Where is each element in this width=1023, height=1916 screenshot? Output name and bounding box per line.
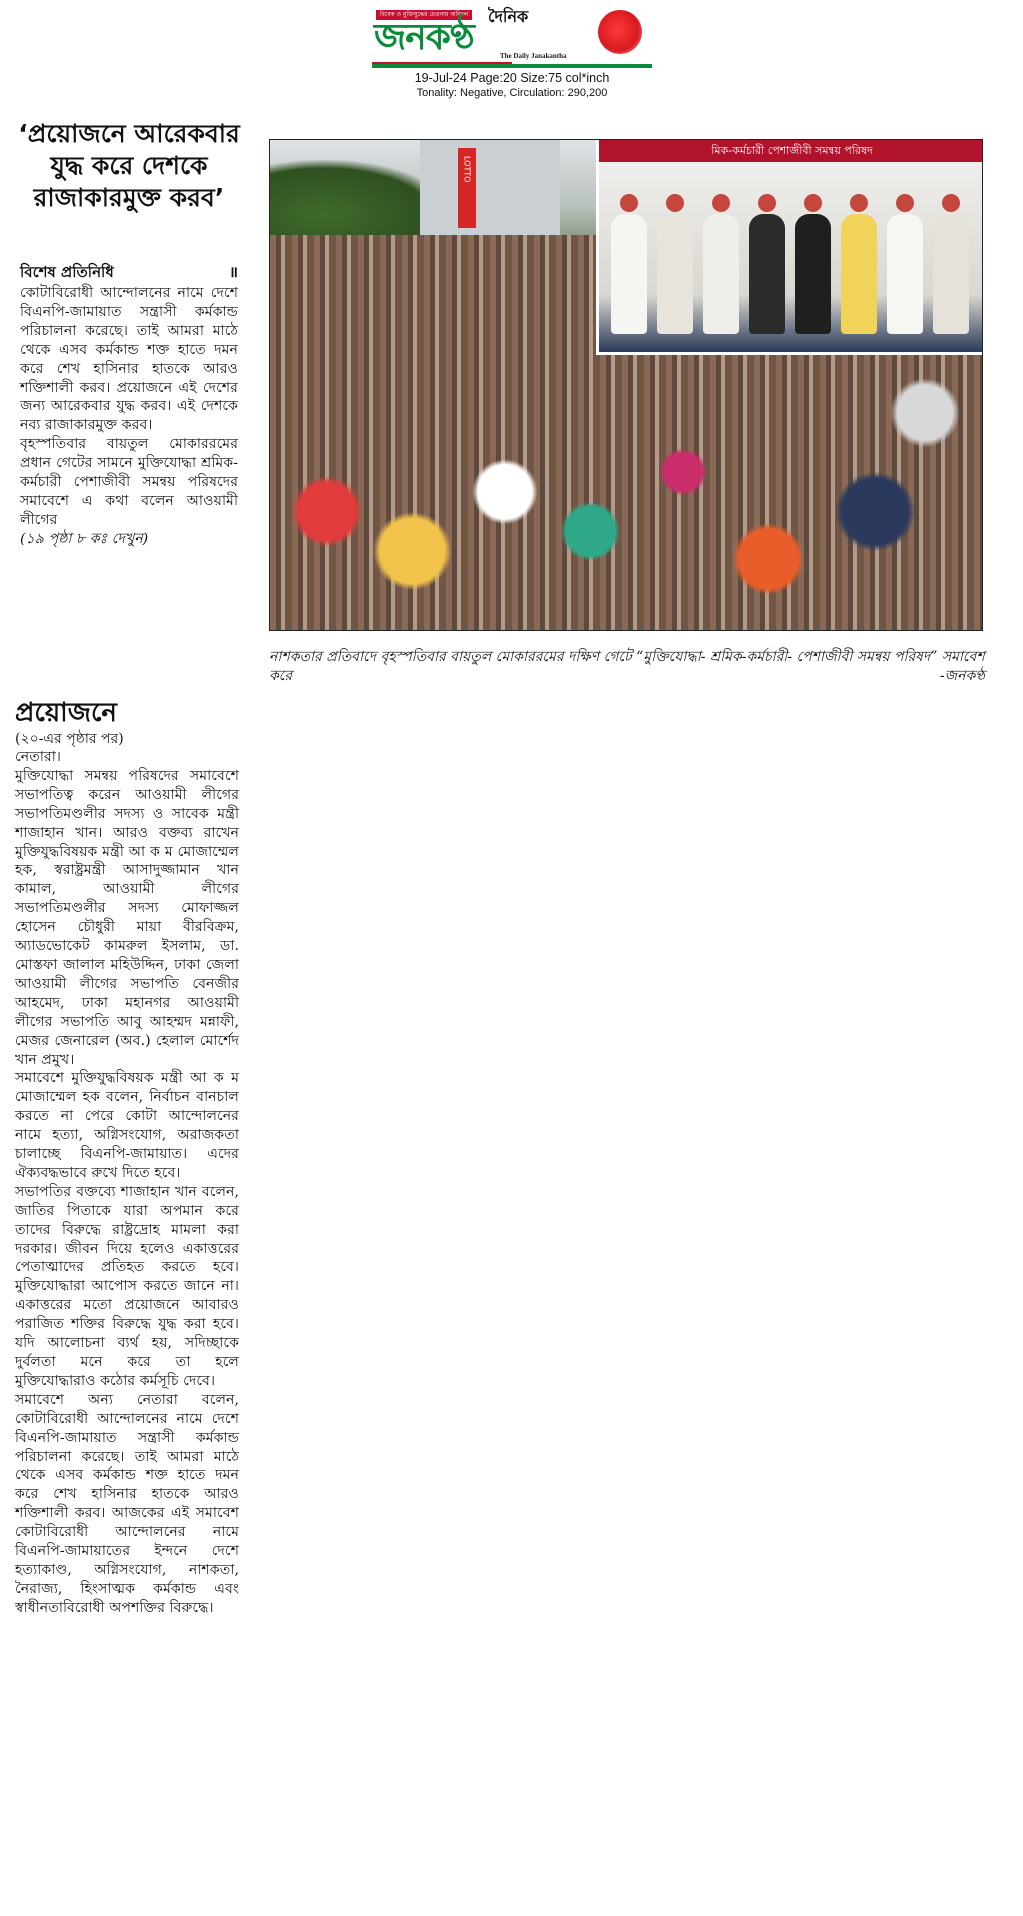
- rally-photo: [269, 139, 983, 631]
- photo-sign: [458, 148, 476, 228]
- lead-paragraph-2: বৃহস্পতিবার বায়তুল মোকাররমের প্রধান গেটের সামনে মুক্তিযোদ্ধা শ্রমিক-কর্মচারী পেশাজীবী সমন্বয় পরিষদের সমাবেশে এ কথা বলেন আওয়ামী লীগের: [20, 436, 238, 528]
- cont-paragraph-1: নেতারা।: [15, 749, 61, 765]
- masthead-tagline: বিবেক ও মুক্তিযুদ্ধের চেতনায় অবিচল: [376, 10, 472, 20]
- masthead-english-name: The Daily Janakantha: [500, 52, 567, 60]
- caption-text: নাশকতার প্রতিবাদে বৃহস্পতিবার বায়তুল মোকাররমের দক্ষিণ গেটে “মুক্তিযোদ্ধা- শ্রমিক-কর্মচারী- পেশাজীবী সমন্বয় পরিষদ” সমাবেশ করে: [269, 649, 985, 684]
- stage-person: [611, 214, 647, 334]
- masthead-daily-word: দৈনিক: [488, 7, 529, 26]
- clipping-meta: [372, 70, 652, 100]
- lead-paragraph-1: কোটাবিরোধী আন্দোলনের নামে দেশে বিএনপি-জামায়াত সন্ত্রাসী কর্মকান্ড পরিচালনা করেছে। তাই আমরা মাঠে থেকে এসব কর্মকান্ড শক্ত হাতে দমন করে শেখ হাসিনার হাতকে আরও শক্তিশালী করব। প্রয়োজনে এই দেশের জন্য আরেকবার যুদ্ধ করব। এই দেশকে নব্য রাজাকারমুক্ত করব।: [20, 285, 238, 434]
- byline: [20, 262, 238, 282]
- continuation-text: [15, 748, 239, 1618]
- stage-person: [841, 214, 877, 334]
- meta-date-page-size: 19-Jul-24 Page:20 Size:75 col*inch: [414, 71, 610, 85]
- meta-tonality-circulation: Tonality: Negative, Circulation: 290,200: [416, 87, 608, 99]
- article-headline: ‘প্রয়োজনে আরেকবার যুদ্ধ করে দেশকে রাজাকারমুক্ত করব’: [18, 119, 240, 212]
- stage-person: [933, 214, 969, 334]
- stage-person: [795, 214, 831, 334]
- byline-author: বিশেষ প্রতিনিধি: [20, 263, 114, 281]
- photo-sign-text: LOTTO: [462, 156, 472, 183]
- inset-stage-scene: [599, 162, 983, 352]
- cont-paragraph-3: সমাবেশে মুক্তিযুদ্ধবিষয়ক মন্ত্রী আ ক ম মোজাম্মেল হক বলেন, নির্বাচন বানচাল করতে না পেরে কোটা আন্দোলনের নামে হত্যা, অগ্নিসংযোগ, অরাজকতা চালাচ্ছে বিএনপি-জামায়াত। এদের ঐক্যবদ্ধভাবে রুখে দিতে হবে।: [15, 1070, 239, 1181]
- photo-caption: [269, 648, 985, 686]
- continuation-from: (২০-এর পৃষ্ঠার পর): [15, 731, 124, 747]
- red-sun-icon: [598, 10, 642, 54]
- stage-person: [703, 214, 739, 334]
- jump-reference: (১৯ পৃষ্ঠা ৮ কঃ দেখুন): [20, 530, 149, 547]
- cont-paragraph-5: সমাবেশে অন্য নেতারা বলেন, কোটাবিরোধী আন্দোলনের নামে দেশে বিএনপি-জামায়াত সন্ত্রাসী কর্মকান্ড পরিচালনা করেছে। তাই আমরা মাঠে থেকে এসব কর্মকান্ড শক্ত হাতে দমন করে শেখ হাসিনার হাতকে আরও শক্তিশালী করব। আজকের এই সমাবেশ কোটাবিরোধী আন্দোলনের নামে বিএনপি-জামায়াতের ইন্দনে দেশে হত্যাকাণ্ড, অগ্নিসংযোগ, নাশকতা, নৈরাজ্য, হিংসাত্মক কর্মকান্ড এবং স্বাধীনতাবিরোধী অপশক্তির বিরুদ্ধে।: [15, 1391, 239, 1616]
- stage-person: [887, 214, 923, 334]
- inset-banner: মিক-কর্মচারী পেশাজীবী সমন্বয় পরিষদ: [599, 140, 983, 162]
- photo-inset-stage: [596, 140, 983, 355]
- cont-paragraph-2: মুক্তিযোদ্ধা সমন্বয় পরিষদের সমাবেশে সভাপতিত্ব করেন আওয়ামী লীগের সভাপতিমণ্ডলীর সদস্য ও সাবেক মন্ত্রী শাজাহান খান। আরও বক্তব্য রাখেন মুক্তিযুদ্ধবিষয়ক মন্ত্রী আ ক ম মোজাম্মেল হক, স্বরাষ্ট্রমন্ত্রী আসাদুজ্জামান খান কামাল, আওয়ামী লীগের সভাপতিমণ্ডলীর সদস্য মোফাজ্জল হোসেন চৌধুরী মায়া বীরবিক্রম, অ্যাডভোকেট কামরুল ইসলাম, ডা. মোস্তফা জালাল মহিউদ্দিন, ঢাকা জেলা আওয়ামী লীগের সভাপতি বেনজীর আহমেদ, ঢাকা মহানগর আওয়ামী লীগের সভাপতি আবু আহম্মদ মন্নাফী, মেজর জেনারেল (অব.) হেলাল মোর্শেদ খান প্রমুখ।: [15, 767, 239, 1068]
- masthead-logo-name: জনকণ্ঠ: [374, 17, 474, 58]
- stage-person: [749, 214, 785, 334]
- masthead-green-rule: [372, 64, 652, 68]
- byline-marker: ॥: [229, 263, 238, 281]
- continuation-heading: প্রয়োজনে: [15, 698, 117, 728]
- lead-text: [20, 284, 238, 549]
- stage-person: [657, 214, 693, 334]
- caption-credit: -জনকণ্ঠ: [939, 668, 985, 684]
- masthead: [372, 4, 652, 70]
- cont-paragraph-4: সভাপতির বক্তব্যে শাজাহান খান বলেন, জাতির পিতাকে যারা অপমান করে তাদের বিরুদ্ধে রাষ্ট্রদ্রোহ মামলা করা দরকার। জীবন দিয়ে হলেও একাত্তরের পেতাত্মাদের প্রতিহত করতে হবে। মুক্তিযোদ্ধারা আপোস করতে জানে না। একাত্তরের মতো প্রয়োজনে আবারও পরাজিত শক্তির বিরুদ্ধে যুদ্ধ করা হবে। যদি আলোচনা ব্যর্থ হয়, সদিচ্ছাকে দুর্বলতা মনে করে তা হলে মুক্তিযোদ্ধারাও কঠোর কর্মসূচি দেবে।: [15, 1183, 239, 1389]
